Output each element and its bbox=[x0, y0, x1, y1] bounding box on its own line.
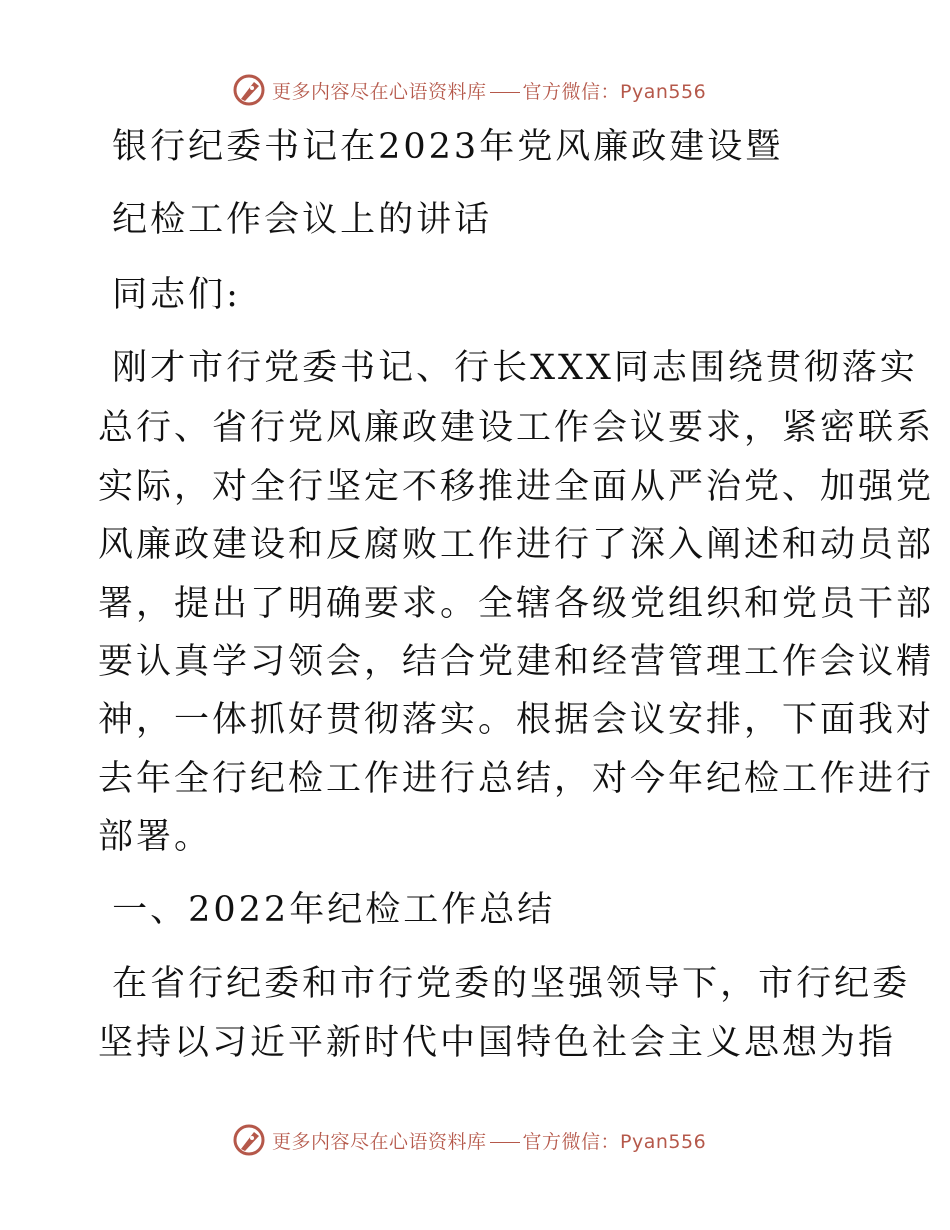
paragraph-line: 坚持以习近平新时代中国特色社会主义思想为指 bbox=[98, 1023, 897, 1063]
document-title-line-2: 纪检工作会议上的讲话 bbox=[98, 200, 493, 240]
paragraph-line: 署，提出了明确要求。全辖各级党组织和党员干部 bbox=[98, 584, 935, 624]
paragraph-line: 要认真学习领会，结合党建和经营管理工作会议精 bbox=[98, 642, 935, 682]
paragraph-line: 神，一体抓好贯彻落实。根据会议安排，下面我对 bbox=[98, 700, 935, 740]
paragraph-line: 刚才市行党委书记、行长XXX同志围绕贯彻落实 bbox=[98, 348, 918, 388]
pen-nib-circle-icon bbox=[232, 1123, 266, 1157]
footer-watermark bbox=[232, 1121, 706, 1159]
paragraph-line: 风廉政建设和反腐败工作进行了深入阐述和动员部 bbox=[98, 525, 935, 565]
salutation: 同志们: bbox=[98, 275, 241, 315]
document-title-line-1: 银行纪委书记在2023年党风廉政建设暨 bbox=[98, 127, 784, 167]
watermark-text: 更多内容尽在心语资料库 官方微信：Pyan556 bbox=[272, 1130, 707, 1153]
paragraph-line: 实际，对全行坚定不移推进全面从严治党、加强党 bbox=[98, 467, 935, 507]
pen-nib-circle-icon bbox=[232, 73, 266, 107]
paragraph-line: 在省行纪委和市行党委的坚强领导下，市行纪委 bbox=[98, 964, 911, 1004]
header-watermark bbox=[232, 71, 706, 109]
paragraph-line: 部署。 bbox=[98, 817, 213, 857]
paragraph-line: 总行、省行党风廉政建设工作会议要求，紧密联系 bbox=[98, 408, 935, 448]
watermark-text: 更多内容尽在心语资料库 官方微信：Pyan556 bbox=[272, 80, 707, 103]
section-heading: 一、2022年纪检工作总结 bbox=[98, 890, 556, 930]
paragraph-line: 去年全行纪检工作进行总结，对今年纪检工作进行 bbox=[98, 759, 935, 799]
